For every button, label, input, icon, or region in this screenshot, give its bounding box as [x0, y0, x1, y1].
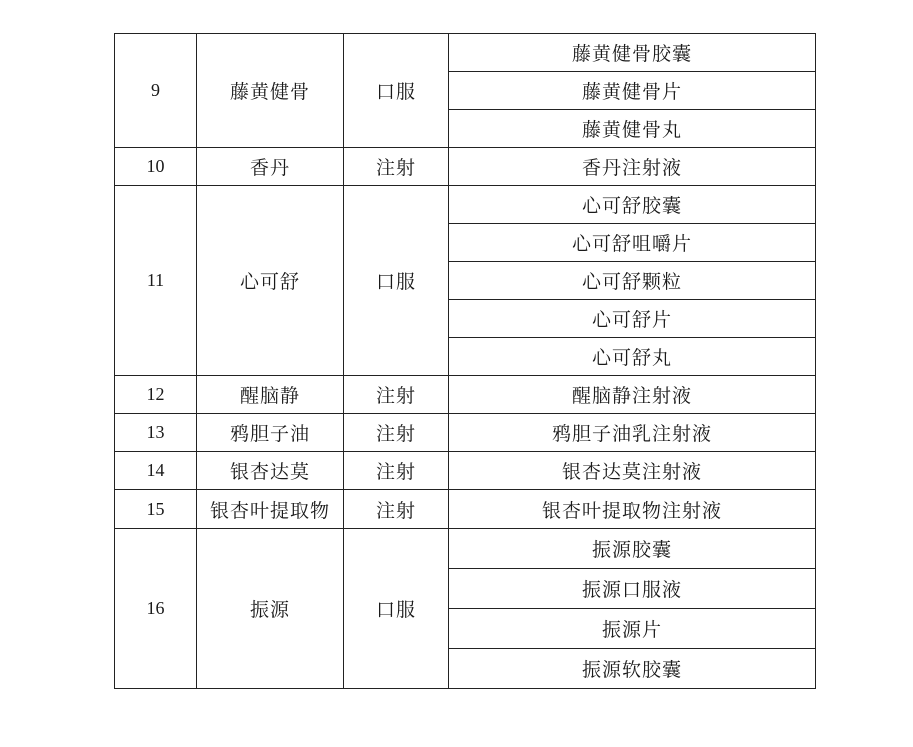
administration-route-cell: 注射 — [344, 452, 449, 490]
serial-number-cell: 10 — [115, 148, 197, 186]
administration-route-cell: 口服 — [344, 34, 449, 148]
administration-route-cell: 注射 — [344, 414, 449, 452]
product-name-cell: 醒脑静注射液 — [449, 376, 816, 414]
table-row — [115, 148, 816, 186]
product-name-cell: 藤黄健骨丸 — [449, 110, 816, 148]
serial-number-cell: 15 — [115, 490, 197, 529]
administration-route-cell: 口服 — [344, 186, 449, 376]
drug-name-cell: 银杏叶提取物 — [197, 490, 344, 529]
table-row — [115, 452, 816, 490]
product-name-cell: 振源口服液 — [449, 569, 816, 609]
serial-number-cell: 12 — [115, 376, 197, 414]
product-name-cell: 心可舒丸 — [449, 338, 816, 376]
product-name-cell: 心可舒咀嚼片 — [449, 224, 816, 262]
serial-number-cell: 11 — [115, 186, 197, 376]
serial-number-cell: 13 — [115, 414, 197, 452]
drug-name-cell: 银杏达莫 — [197, 452, 344, 490]
table-row — [115, 529, 816, 569]
table-row — [115, 186, 816, 224]
serial-number-cell: 9 — [115, 34, 197, 148]
product-name-cell: 银杏叶提取物注射液 — [449, 490, 816, 529]
administration-route-cell: 注射 — [344, 490, 449, 529]
table-row — [115, 34, 816, 72]
drug-table — [114, 33, 816, 689]
product-name-cell: 藤黄健骨胶囊 — [449, 34, 816, 72]
table-row — [115, 490, 816, 529]
product-name-cell: 心可舒胶囊 — [449, 186, 816, 224]
serial-number-cell: 16 — [115, 529, 197, 689]
product-name-cell: 鸦胆子油乳注射液 — [449, 414, 816, 452]
administration-route-cell: 口服 — [344, 529, 449, 689]
product-name-cell: 香丹注射液 — [449, 148, 816, 186]
product-name-cell: 银杏达莫注射液 — [449, 452, 816, 490]
administration-route-cell: 注射 — [344, 376, 449, 414]
administration-route-cell: 注射 — [344, 148, 449, 186]
drug-name-cell: 香丹 — [197, 148, 344, 186]
drug-table-body — [115, 34, 816, 689]
drug-name-cell: 藤黄健骨 — [197, 34, 344, 148]
table-row — [115, 376, 816, 414]
product-name-cell: 振源软胶囊 — [449, 649, 816, 689]
product-name-cell: 振源胶囊 — [449, 529, 816, 569]
drug-name-cell: 醒脑静 — [197, 376, 344, 414]
serial-number-cell: 14 — [115, 452, 197, 490]
drug-name-cell: 鸦胆子油 — [197, 414, 344, 452]
table-row — [115, 414, 816, 452]
product-name-cell: 振源片 — [449, 609, 816, 649]
product-name-cell: 心可舒片 — [449, 300, 816, 338]
drug-name-cell: 振源 — [197, 529, 344, 689]
drug-name-cell: 心可舒 — [197, 186, 344, 376]
product-name-cell: 心可舒颗粒 — [449, 262, 816, 300]
product-name-cell: 藤黄健骨片 — [449, 72, 816, 110]
